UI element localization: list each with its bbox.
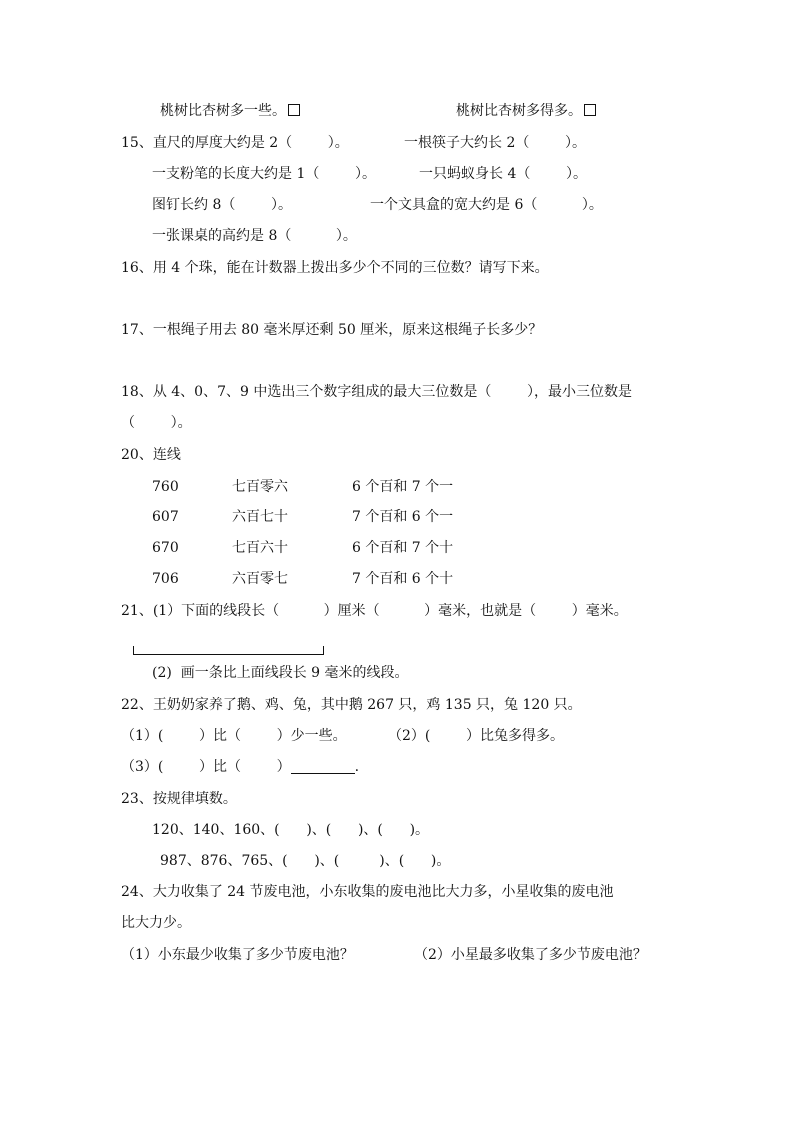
question-18-a: 18、从 4、0、7、9 中选出三个数字组成的最大三位数是（ ），最小三位数是: [121, 384, 632, 400]
question-22: 22、王奶奶家养了鹅、鸡、兔，其中鹅 267 只，鸡 135 只，兔 120 只。: [121, 697, 582, 713]
question-24-2: （2）小星最多收集了多少节废电池？: [414, 947, 647, 963]
statement-2: 桃树比杏树多得多。: [456, 102, 596, 120]
question-24-a: 24、大力收集了 24 节废电池，小东收集的废电池比大力多，小星收集的废电池: [121, 884, 614, 900]
question-21-b: (2) 画一条比上面线段长 9 毫米的线段。: [152, 665, 409, 681]
match-number[interactable]: 760: [152, 479, 179, 495]
question-15-c: 一支粉笔的长度大约是 1（ ）。: [152, 166, 376, 182]
match-number[interactable]: 706: [152, 571, 179, 587]
question-22-2: （2）( ）比兔多得多。: [388, 728, 564, 744]
match-place[interactable]: 7 个百和 6 个十: [352, 571, 454, 587]
question-23-a: 120、140、160、( )、( )、( )。: [152, 822, 430, 838]
question-15-a: 15、直尺的厚度大约是 2（ ）。: [121, 135, 349, 151]
question-21-a: 21、(1）下面的线段长（ ）厘米（ ）毫米，也就是（ ）毫米。: [121, 603, 628, 619]
question-15-g: 一张课桌的高约是 8（ ）。: [152, 228, 357, 244]
statement-1: 桃树比杏树多一些。: [160, 102, 300, 120]
match-place[interactable]: 6 个百和 7 个一: [352, 479, 454, 495]
line-segment: [133, 646, 324, 655]
match-word[interactable]: 七百零六: [232, 479, 288, 495]
question-24-b: 比大力少。: [121, 915, 191, 931]
question-22-3: （3）( ）比（ ） .: [121, 759, 360, 775]
question-20: 20、连线: [121, 447, 181, 463]
question-24-1: （1）小东最少收集了多少节废电池？: [121, 947, 354, 963]
question-15-b: 一根筷子大约长 2（ ）。: [404, 135, 586, 151]
match-place[interactable]: 7 个百和 6 个一: [352, 509, 454, 525]
question-16: 16、用 4 个珠，能在计数器上拨出多少个不同的三位数？请写下来。: [121, 260, 549, 276]
match-place[interactable]: 6 个百和 7 个十: [352, 540, 454, 556]
question-22-1: （1）( ）比（ ）少一些。: [121, 728, 347, 744]
question-15-d: 一只蚂蚁身长 4（ ）。: [419, 166, 587, 182]
match-word[interactable]: 六百七十: [232, 509, 288, 525]
question-23: 23、按规律填数。: [121, 791, 237, 807]
question-15-f: 一个文具盒的宽大约是 6（ ）。: [370, 197, 603, 213]
match-number[interactable]: 607: [152, 509, 179, 525]
question-18-b: （ ）。: [121, 415, 192, 431]
question-17: 17、一根绳子用去 80 毫米厚还剩 50 厘米，原来这根绳子长多少？: [121, 322, 543, 338]
answer-blank[interactable]: [291, 759, 355, 774]
match-word[interactable]: 六百零七: [232, 571, 288, 587]
checkbox[interactable]: [584, 104, 596, 116]
question-23-b: 987、876、765、( )、( )、( )。: [160, 853, 451, 869]
checkbox[interactable]: [288, 104, 300, 116]
question-15-e: 图钉长约 8（ ）。: [152, 197, 292, 213]
match-number[interactable]: 670: [152, 540, 179, 556]
match-word[interactable]: 七百六十: [232, 540, 288, 556]
